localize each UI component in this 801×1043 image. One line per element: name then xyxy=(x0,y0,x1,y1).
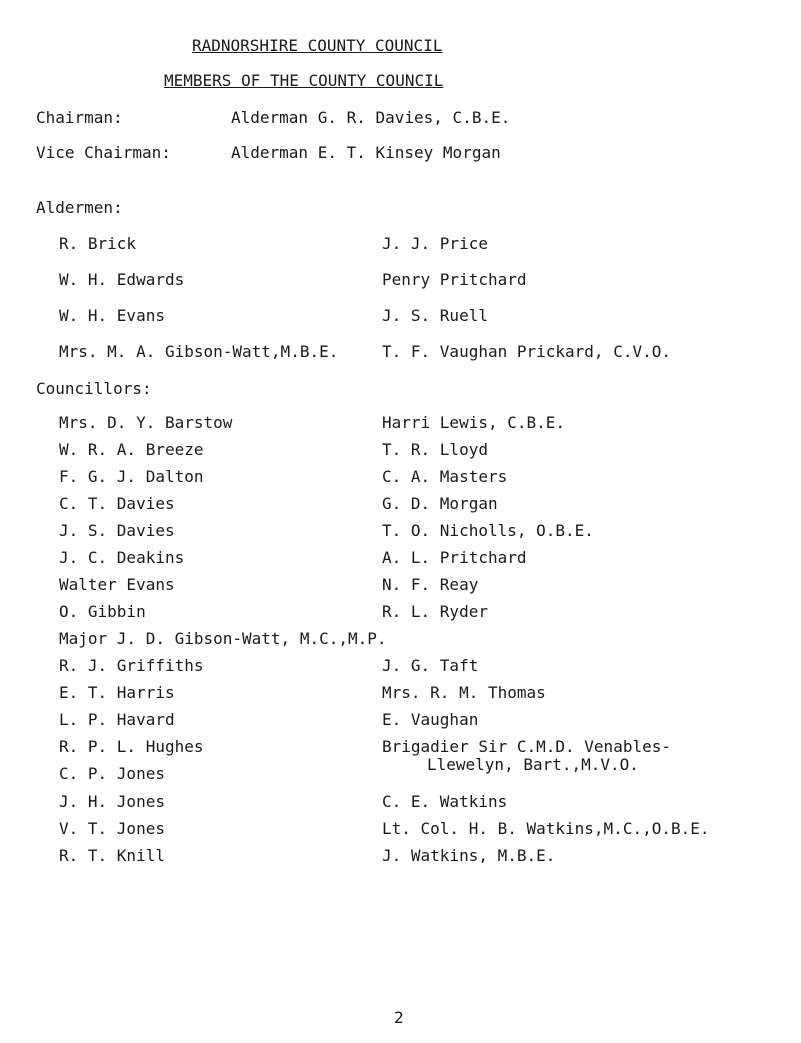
councillor-right: J. G. Taft xyxy=(382,656,479,675)
councillor-right: Mrs. R. M. Thomas xyxy=(382,683,546,702)
councillor-right: C. E. Watkins xyxy=(382,792,508,811)
councillor-left: J. S. Davies xyxy=(59,521,175,540)
councillor-right: J. Watkins, M.B.E. xyxy=(382,846,556,865)
page-title: RADNORSHIRE COUNTY COUNCIL xyxy=(192,36,443,55)
alderman-left: R. Brick xyxy=(59,234,137,253)
councillor-left: O. Gibbin xyxy=(59,602,146,621)
councillor-left: C. P. Jones xyxy=(59,764,165,783)
councillor-right: E. Vaughan xyxy=(382,710,479,729)
councillor-right: A. L. Pritchard xyxy=(382,548,527,567)
councillor-left: Walter Evans xyxy=(59,575,175,594)
councillor-left: R. T. Knill xyxy=(59,846,165,865)
councillor-left: R. J. Griffiths xyxy=(59,656,204,675)
alderman-left: Mrs. M. A. Gibson-Watt,M.B.E. xyxy=(59,342,339,361)
alderman-right: J. J. Price xyxy=(382,234,488,253)
councillor-left: F. G. J. Dalton xyxy=(59,467,204,486)
councillor-left: L. P. Havard xyxy=(59,710,175,729)
councillor-right: R. L. Ryder xyxy=(382,602,488,621)
chairman-label: Chairman: xyxy=(36,108,123,127)
councillor-wide: Major J. D. Gibson-Watt, M.C.,M.P. xyxy=(59,629,387,648)
alderman-left: W. H. Evans xyxy=(59,306,165,325)
councillor-right: Harri Lewis, C.B.E. xyxy=(382,413,566,432)
vice-chairman-label: Vice Chairman: xyxy=(36,143,171,162)
councillor-right-continued: Llewelyn, Bart.,M.V.O. xyxy=(427,755,639,774)
councillor-left: J. H. Jones xyxy=(59,792,165,811)
councillor-left: J. C. Deakins xyxy=(59,548,185,567)
councillor-right: Brigadier Sir C.M.D. Venables- xyxy=(382,737,671,756)
chairman-name: Alderman G. R. Davies, C.B.E. xyxy=(231,108,511,127)
councillor-right: T. O. Nicholls, O.B.E. xyxy=(382,521,594,540)
councillor-left: C. T. Davies xyxy=(59,494,175,513)
councillor-right: G. D. Morgan xyxy=(382,494,498,513)
councillor-left: R. P. L. Hughes xyxy=(59,737,204,756)
councillor-left: V. T. Jones xyxy=(59,819,165,838)
councillor-right: C. A. Masters xyxy=(382,467,508,486)
page-number: 2 xyxy=(394,1008,404,1027)
councillor-right: N. F. Reay xyxy=(382,575,479,594)
aldermen-heading: Aldermen: xyxy=(36,198,123,217)
councillor-right: T. R. Lloyd xyxy=(382,440,488,459)
alderman-right: J. S. Ruell xyxy=(382,306,488,325)
vice-chairman-name: Alderman E. T. Kinsey Morgan xyxy=(231,143,501,162)
alderman-left: W. H. Edwards xyxy=(59,270,185,289)
councillor-right: Lt. Col. H. B. Watkins,M.C.,O.B.E. xyxy=(382,819,710,838)
alderman-right: Penry Pritchard xyxy=(382,270,527,289)
alderman-right: T. F. Vaughan Prickard, C.V.O. xyxy=(382,342,671,361)
councillors-heading: Councillors: xyxy=(36,379,152,398)
councillor-left: E. T. Harris xyxy=(59,683,175,702)
councillor-left: W. R. A. Breeze xyxy=(59,440,204,459)
councillor-left: Mrs. D. Y. Barstow xyxy=(59,413,233,432)
page-subtitle: MEMBERS OF THE COUNTY COUNCIL xyxy=(164,71,444,90)
